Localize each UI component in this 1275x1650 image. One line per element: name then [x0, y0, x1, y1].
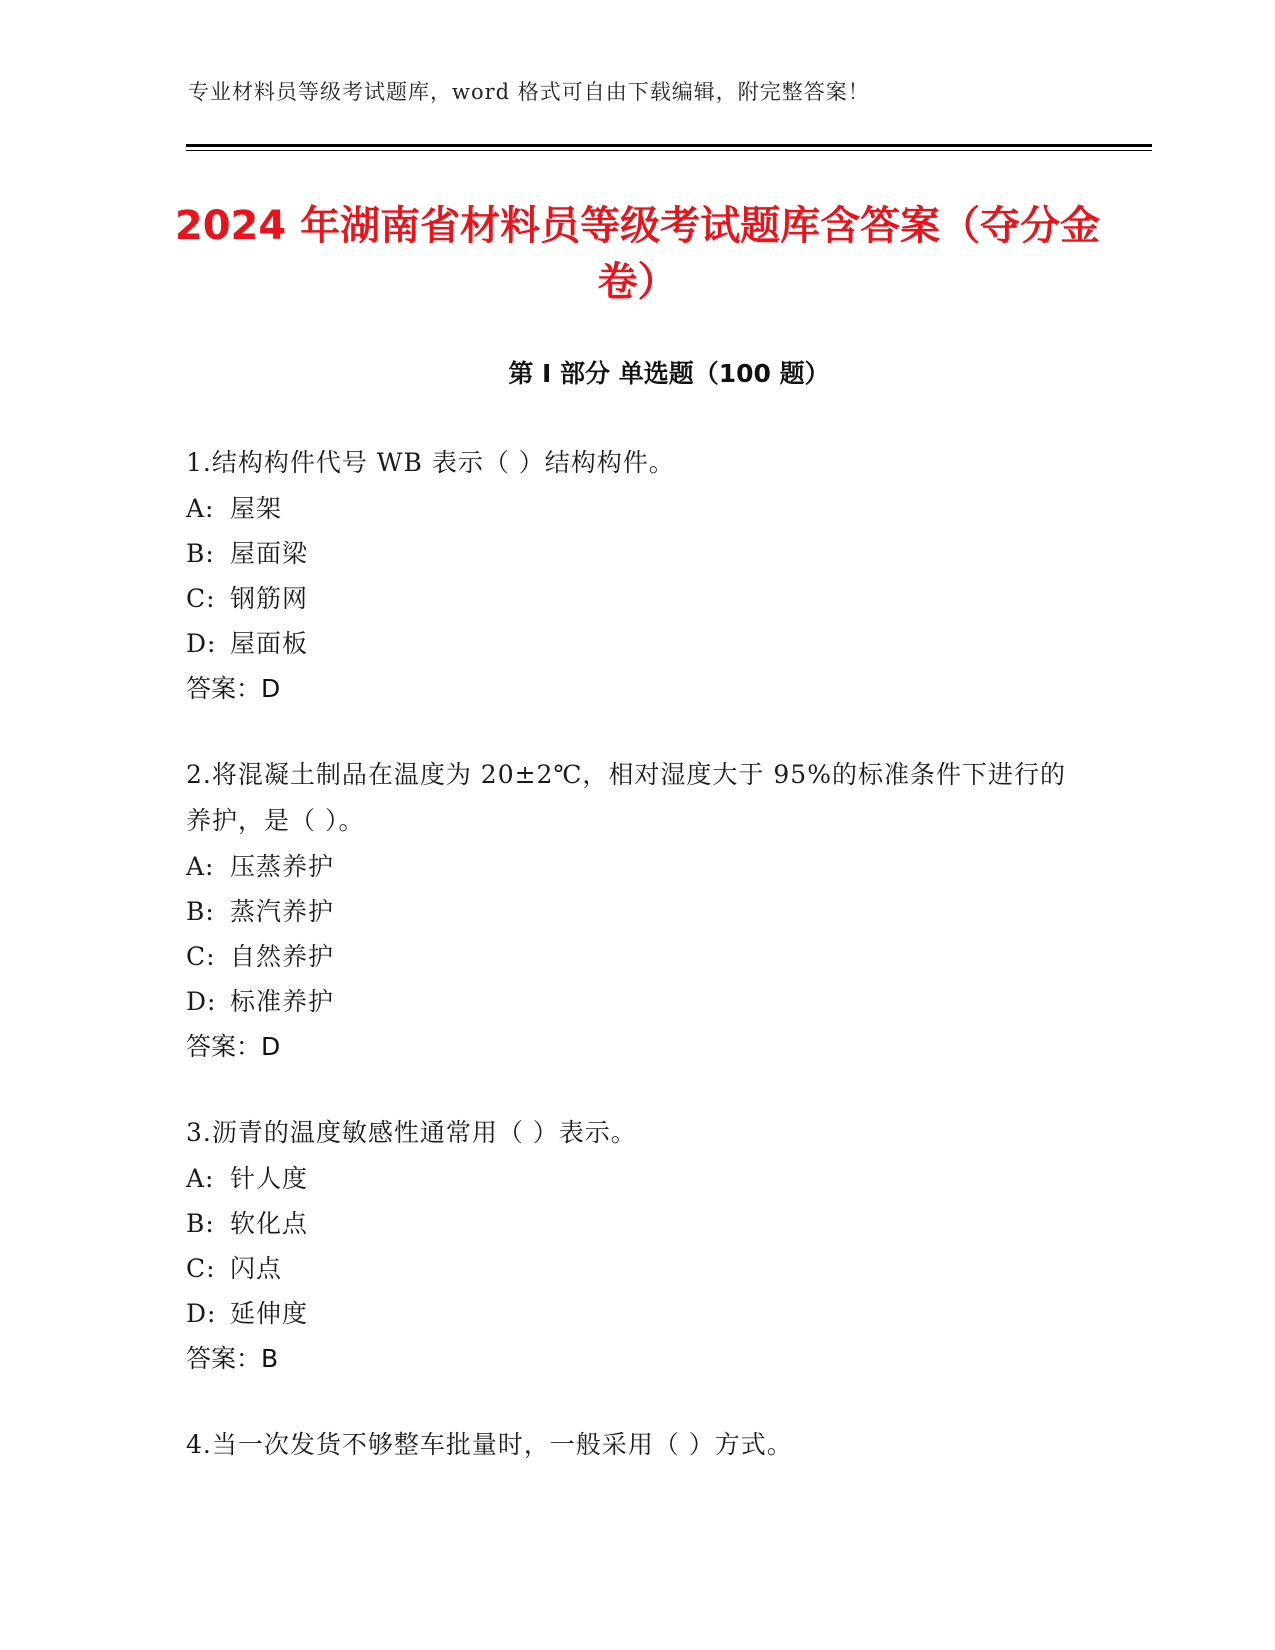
option-text: 屋面板: [230, 629, 309, 658]
option-key: A:: [186, 852, 215, 881]
option-text: 钢筋网: [230, 584, 309, 613]
option-key: D:: [186, 1299, 217, 1328]
question-stem: 3.沥青的温度敏感性通常用（ ）表示。: [186, 1118, 637, 1147]
option-a: [186, 1156, 1086, 1201]
option-key: C:: [186, 584, 216, 613]
option-text: 延伸度: [230, 1299, 309, 1328]
option-text: 屋面梁: [230, 539, 309, 568]
document-title: 2024 年湖南省材料员等级考试题库含答案（夺分金卷）: [174, 203, 1101, 305]
option-a: [186, 844, 1086, 889]
option-b: [186, 889, 1086, 934]
header-note: 专业材料员等级考试题库，word 格式可自由下载编辑，附完整答案！: [188, 80, 870, 104]
option-key: A:: [186, 494, 215, 523]
option-b: [186, 531, 1086, 576]
option-b: [186, 1201, 1086, 1246]
answer-line: [186, 666, 1086, 712]
answer-label: 答案：: [186, 1344, 262, 1373]
option-text: 蒸汽养护: [230, 897, 335, 926]
option-text: 软化点: [230, 1209, 309, 1238]
option-d: [186, 1291, 1086, 1336]
option-text: 标准养护: [230, 987, 335, 1016]
option-key: B:: [186, 539, 215, 568]
question-4: [186, 1422, 1086, 1468]
option-key: C:: [186, 1254, 216, 1283]
question-3: [186, 1110, 1086, 1382]
option-c: [186, 1246, 1086, 1291]
option-key: D:: [186, 629, 217, 658]
option-key: B:: [186, 1209, 215, 1238]
answer-line: [186, 1336, 1086, 1382]
option-key: C:: [186, 942, 216, 971]
option-key: D:: [186, 987, 217, 1016]
question-stem: 1.结构构件代号 WB 表示（ ）结构构件。: [186, 448, 675, 477]
answer-value: D: [261, 674, 281, 703]
question-list: [186, 440, 1086, 1508]
option-text: 压蒸养护: [230, 852, 335, 881]
answer-value: D: [261, 1032, 281, 1061]
question-2: [186, 752, 1086, 1070]
question-1: [186, 440, 1086, 712]
section-title: 第 I 部分 单选题（100 题）: [508, 359, 830, 388]
option-c: [186, 576, 1086, 621]
option-key: B:: [186, 897, 215, 926]
option-a: [186, 486, 1086, 531]
question-stem: 4.当一次发货不够整车批量时，一般采用（ ）方式。: [186, 1430, 793, 1459]
option-c: [186, 934, 1086, 979]
option-d: [186, 621, 1086, 666]
question-stem: 2.将混凝土制品在温度为 20±2℃，相对湿度大于 95%的标准条件下进行的养护，是（ ）。: [186, 760, 1066, 835]
answer-label: 答案：: [186, 1032, 262, 1061]
option-text: 自然养护: [230, 942, 335, 971]
option-text: 针人度: [230, 1164, 309, 1193]
answer-label: 答案：: [186, 674, 262, 703]
option-d: [186, 979, 1086, 1024]
answer-value: B: [261, 1344, 279, 1373]
answer-line: [186, 1024, 1086, 1070]
option-text: 屋架: [230, 494, 283, 523]
option-text: 闪点: [230, 1254, 283, 1283]
option-key: A:: [186, 1164, 215, 1193]
header-rule-thin: [186, 150, 1152, 151]
header-rule-thick: [186, 144, 1152, 147]
